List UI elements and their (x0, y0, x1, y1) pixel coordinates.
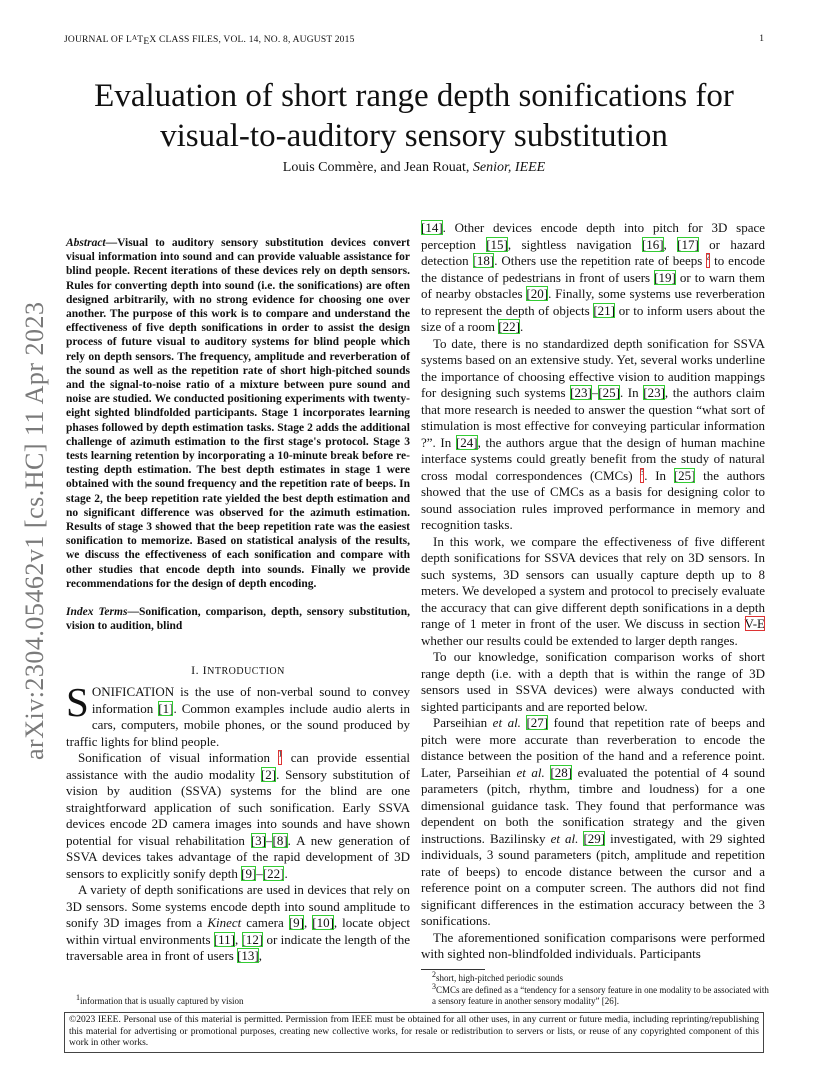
citation-link[interactable]: [8] (272, 832, 288, 848)
arxiv-stamp: arXiv:2304.05462v1 [cs.HC] 11 Apr 2023 (20, 301, 49, 760)
running-header: JOURNAL OF $L^ATEX$ CLASS FILES, VOL. 14, NO. 8, AUGUST 2015 (64, 34, 355, 47)
citation-link[interactable]: [21] (593, 302, 616, 318)
footnote-link[interactable]: 3 (640, 468, 644, 483)
footnote-1: $^1$information that is usually captured by vision (76, 993, 244, 1006)
section-link[interactable]: V-E (744, 616, 765, 631)
footnote-link[interactable]: 2 (706, 253, 710, 268)
citation-link[interactable]: [29] (583, 830, 606, 846)
citation-link[interactable]: [2] (260, 766, 277, 782)
citation-link[interactable]: [25] (598, 385, 620, 400)
citation-link[interactable]: [9] (241, 865, 257, 881)
intro-paragraph-3: A variety of depth sonifications are used in devices that rely on 3D sensors. Some systems encode depth into sound amplitude to sonify 3D images from a Kinect camera [9], [10], locate object within virtual environments [11], [12] or indicate the length of the traversable area in front of users [13], (66, 882, 411, 963)
introduction-column-left (66, 679, 411, 965)
citation-link[interactable]: [27] (526, 715, 549, 730)
index-terms (66, 605, 410, 633)
abstract-text: —Visual to auditory sensory substitution devices convert visual information into sound and can provide valuable assistance for blind people. Recent iterations of these devices rely on depth sensors. Rules for converting depth into sound (i.e. the sonifications) are often designed arbitrarily, with no strong evidence for choosing one over another. The purpose of this work is to compare and understand the effectiveness of five depth sonifications in order to assist the design process of future visual to auditory systems for blind people which rely on depth sensors. The frequency, amplitude and reverberation of the sound as well as the repetition rate of short high-pitched sounds and the signal-to-noise ratio of a mixture between pure sound and noise are studied. We conducted positioning experiments with twenty-eight sighted blindfolded participants. Stage 1 incorporates learning phases followed by depth estimation tasks. Stage 2 adds the additional challenge of azimuth estimation to the first stage's protocol. Stage 3 tests learning retention by incorporating a 10-minute break before re-testing depth estimation. The best depth estimates in stage 1 were obtained with the sound frequency and the repetition rate of beeps. In stage 2, the beep repetition rate yielded the best depth estimation and no significant difference was observed for the azimuth estimation. Results of stage 3 showed that the beep repetition rate was the easiest sonification to memorize. Based on statistical analysis of the results, we discuss the effectiveness of each sonification and compare with other studies that encode depth into sounds. Finally we provide recommendations for the design of depth encoding. (66, 237, 410, 590)
citation-link[interactable]: [23] (643, 385, 665, 400)
citation-link[interactable]: [22] (262, 865, 285, 881)
citation-link[interactable]: [18] (472, 253, 495, 268)
right-paragraph-3: In this work, we compare the effectiveness of five different depth sonifications for SSVA devices that rely on 3D sensors. In such systems, 3D sensors can usually capture depth up to 8 meters. We developed a system and protocol to precisely evaluate the accuracy that can give different depth sonifications in a depth range of 1 meter in front of the user. We discuss in section V-E whether our results could be extended to larger depth ranges. (421, 533, 765, 648)
footnote-3: $^3$CMCs are defined as a “tendency for a sensory feature in one modality to be associated with a sensory feature in another sensory modality” [26]. (432, 982, 769, 1006)
intro-paragraph-1: SONIFICATION is the use of non-verbal sound to convey information [1]. Common examples include audio alerts in cars, computers, mobile phones, or the sound produced by traffic lights for blind people. (66, 679, 410, 749)
citation-link[interactable]: [11] (213, 931, 235, 947)
introduction-column-right (421, 220, 765, 963)
right-paragraph-2: To date, there is no standardized depth sonification for SSVA systems based on an extensive study. Yet, several works underline the importance of choosing effective vision to audition mappings for designing such systems [23]–[25]. In [23], the authors claim that more research is needed to answer the question “what sort of stimulation is most effective for conveying particular information ?”. In [24], the authors argue that the design of human machine interface systems could greatly benefit from the study of natural cross modal correspondences (CMCs) $^3$. In [25] the authors showed that the use of CMCs as a basis for designing color to sound association rules improved performance in memory and recognition tasks. (421, 335, 765, 532)
citation-link[interactable]: [14] (421, 220, 443, 235)
page-number: 1 (759, 34, 764, 44)
drop-cap: S (66, 679, 89, 725)
footnote-link[interactable]: 1 (278, 750, 282, 765)
intro-paragraph-2: Sonification of visual information $^1$ can provide essential assistance with the audio modality [2]. Sensory substitution of vision by audition (SSVA) systems for the blind are one straightforward application of such sonification. Early SSVA devices encode 2D camera images into sounds and have shown potential for visual rehabilitation [3]–[8]. A new generation of SSVA devices takes advantage of the rapid development of 3D sensors to explicitly sonify depth [9]–[22]. (66, 749, 411, 881)
citation-link[interactable]: [10] (312, 915, 334, 930)
citation-link[interactable]: [17] (677, 236, 699, 252)
citation-link[interactable]: [12] (241, 931, 264, 947)
abstract (66, 236, 410, 591)
right-paragraph-4: To our knowledge, sonification comparison works of short range depth (i.e. with a depth that is within the range of 3D sensors used in SSVA devices) were always conducted with sighted participants and are reported below. (421, 649, 765, 714)
footnote-2: $^2$short, high-pitched periodic sounds (432, 970, 563, 983)
right-paragraph-1: [14]. Other devices encode depth into pitch for 3D space perception [15], sightless navigation [16], [17] or hazard detection [18]. Others use the repetition rate of beeps $^2$ to encode the distance of pedestrians in front of users [19] or to warn them of nearby obstacles [20]. Finally, some systems use reverberation to represent the depth of objects [21] or to inform users about the size of a room [22]. (421, 220, 765, 334)
copyright-notice: ©2023 IEEE. Personal use of this material is permitted. Permission from IEEE must be obtained for all other uses, in any current or future media, including reprinting/republishing this material for advertising or promotional purposes, creating new collective works, for resale or redistribution to servers or lists, or reuse of any copyrighted component of this work in other works. (64, 1012, 764, 1053)
right-paragraph-5: Parseihian et al. [27] found that repetition rate of beeps and pitch were more accurate than reverberation to encode the distance between the position of the hand and a reference point. Later, Parseihian et al. [28] evaluated the potential of 4 sound parameters (pitch, rhythm, timbre and loudness) for a one dimensional guidance task. They found that performance was dependent on both the sonification strategy and the given instructions. Bazilinsky et al. [29] investigated, with 29 sighted individuals, 3 sound parameters (pitch, amplitude and repetition rate of beeps) to encode distance between the cursor and a reference point on a computer screen. The authors did not find significant differences in the estimation accuracy between the 3 sonifications. (421, 715, 766, 928)
footnote-rule (421, 969, 485, 970)
section-heading: I. INTRODUCTION (191, 663, 285, 677)
index-terms-label: Index Terms (66, 606, 128, 618)
citation-link[interactable]: [3] (250, 832, 266, 848)
citation-link[interactable]: [9] (288, 915, 304, 930)
citation-link[interactable]: [15] (486, 236, 508, 252)
citation-link[interactable]: [20] (526, 286, 549, 301)
abstract-label: Abstract (66, 237, 106, 249)
citation-link[interactable]: [13] (237, 948, 259, 963)
index-terms-text: —Sonification, comparison, depth, sensory substitution, vision to audition, blind (66, 606, 410, 633)
citation-link[interactable]: [1] (158, 700, 174, 716)
citation-link[interactable]: [28] (550, 764, 573, 780)
citation-link[interactable]: [16] (641, 236, 664, 252)
citation-link[interactable]: [24] (455, 434, 478, 450)
citation-link[interactable]: [23] (570, 385, 592, 400)
citation-link[interactable]: [19] (654, 269, 676, 285)
right-paragraph-6: The aforementioned sonification comparisons were performed with sighted non-blindfolded individuals. Participants (421, 929, 765, 961)
citation-link[interactable]: [25] (673, 467, 696, 483)
author-line: Louis Commère, and Jean Rouat, Senior, IEEE (282, 160, 546, 175)
paper-title: Evaluation of short range depth sonifications for visual-to-auditory sensory substitution (94, 78, 734, 154)
citation-link[interactable]: [22] (498, 319, 520, 334)
